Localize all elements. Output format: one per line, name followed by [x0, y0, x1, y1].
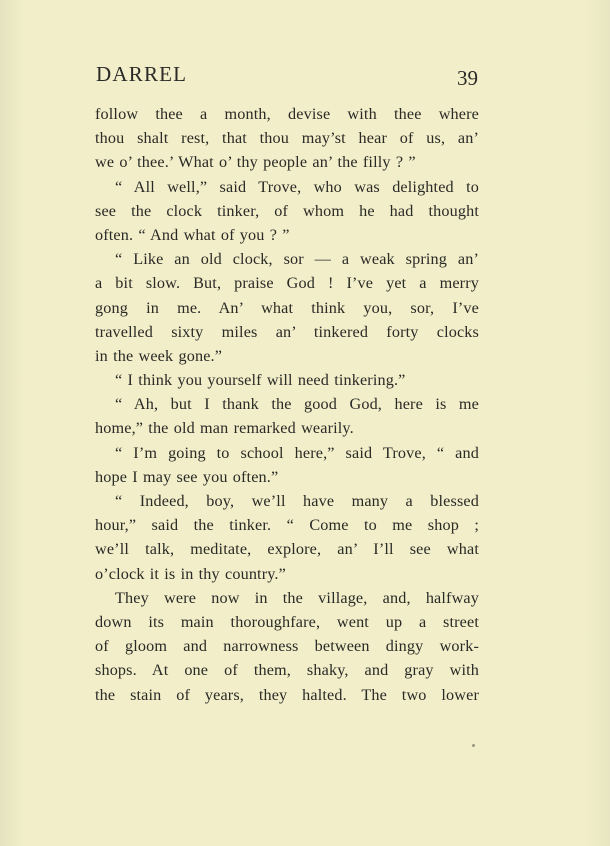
text-line: hour,” said the tinker. “ Come to me shop ; — [95, 516, 479, 535]
text-line: “ Ah, but I thank the good God, here is me — [115, 395, 479, 414]
text-line: “ Like an old clock, sor — a weak spring an’ — [115, 250, 479, 269]
text-line: gong in me. An’ what think you, sor, I’ve — [95, 298, 479, 317]
text-line: down its main thoroughfare, went up a street — [95, 612, 479, 631]
text-line: “ I’m going to school here,” said Trove, “ and — [115, 443, 479, 462]
text-line: hope I may see you often.” — [95, 467, 279, 486]
text-line: we o’ thee.’ What o’ thy people an’ the filly ? ” — [95, 153, 416, 172]
text-line: thou shalt rest, that thou may’st hear of us, an’ — [95, 129, 479, 148]
text-line: shops. At one of them, shaky, and gray with — [95, 661, 479, 680]
text-line: “ Indeed, boy, we’ll have many a blessed — [115, 492, 479, 510]
text-line: a bit slow. But, praise God ! I’ve yet a merry — [95, 274, 479, 293]
running-head: DARREL — [96, 62, 188, 86]
text-line: of gloom and narrowness between dingy work- — [95, 637, 479, 656]
text-line: follow thee a month, devise with thee where — [95, 105, 479, 123]
text-line: They were now in the village, and, halfway — [115, 588, 479, 607]
text-line: we’ll talk, meditate, explore, an’ I’ll see what — [95, 540, 479, 559]
page-number: 39 — [457, 66, 478, 90]
paper-speck — [472, 744, 475, 747]
text-line: travelled sixty miles an’ tinkered forty clocks — [95, 322, 479, 341]
text-line: in the week gone.” — [95, 346, 223, 365]
text-line: often. “ And what of you ? ” — [95, 225, 290, 244]
text-line: “ All well,” said Trove, who was delighted to — [115, 177, 479, 196]
text-line: “ I think you yourself will need tinkering.” — [115, 371, 406, 390]
body-text — [95, 102, 479, 707]
page-header — [96, 58, 482, 92]
text-line: the stain of years, they halted. The two lower — [95, 685, 479, 704]
text-line: o’clock it is in thy country.” — [95, 564, 286, 583]
text-line: see the clock tinker, of whom he had thought — [95, 201, 479, 220]
text-line: home,” the old man remarked wearily. — [95, 419, 354, 438]
